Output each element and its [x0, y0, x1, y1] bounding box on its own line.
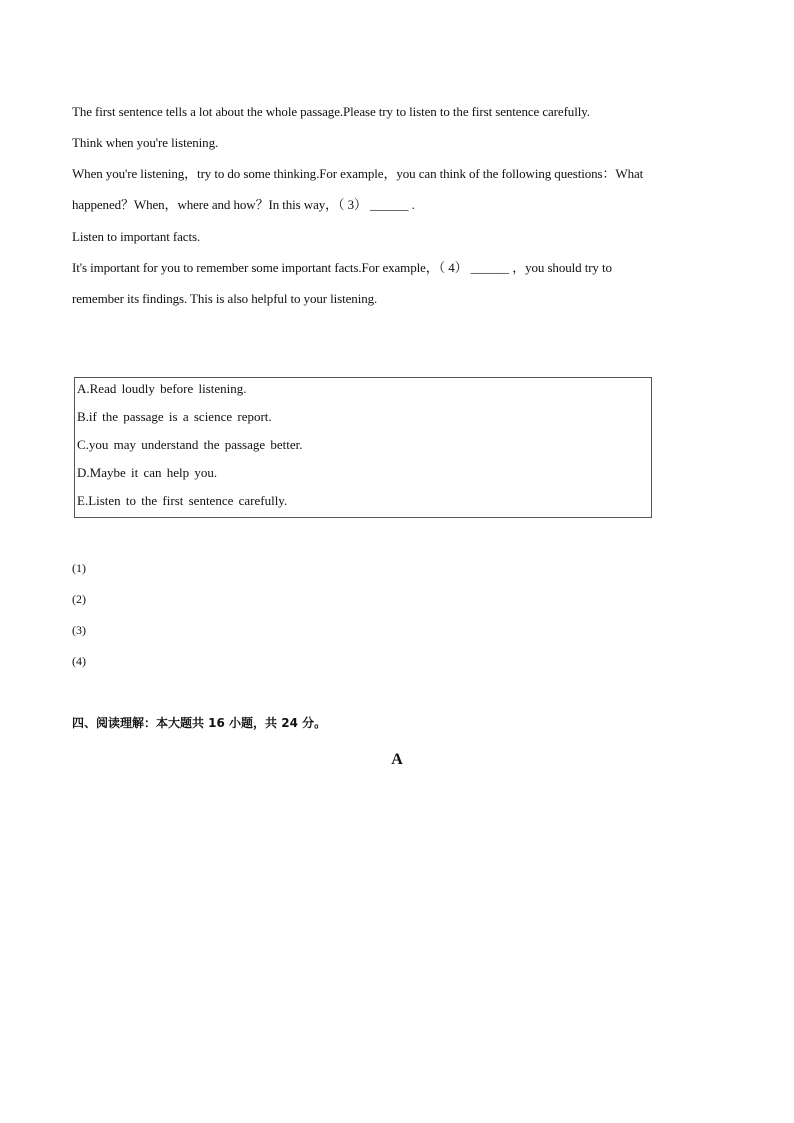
option-b: B.if the passage is a science report.: [77, 409, 272, 424]
passage-line-5: Listen to important facts.: [72, 229, 201, 244]
options-box: [74, 377, 652, 518]
passage-line-1: The first sentence tells a lot about the whole passage.Please try to listen to the first sentence carefully.: [72, 104, 590, 119]
passage-line-7: remember its findings. This is also helpful to your listening.: [72, 291, 378, 306]
section-heading: 四、阅读理解：本大题共 16 小题，共 24 分。: [72, 716, 327, 730]
passage-line-4: happened？When，where and how？In this way，（ 3） ______ .: [72, 197, 415, 212]
option-a: A.Read loudly before listening.: [77, 381, 247, 396]
option-d: D.Maybe it can help you.: [77, 465, 218, 480]
answer-number-4: (4): [72, 654, 86, 668]
answer-number-1: (1): [72, 561, 86, 575]
passage-line-2: Think when you're listening.: [72, 135, 219, 150]
option-c: C.you may understand the passage better.: [77, 437, 303, 452]
option-e: E.Listen to the first sentence carefully.: [77, 493, 288, 508]
answer-number-3: (3): [72, 623, 86, 637]
passage-label: A: [391, 751, 403, 768]
passage-line-3: When you're listening，try to do some thinking.For example，you can think of the following questions：What: [72, 166, 644, 181]
answer-number-2: (2): [72, 592, 86, 606]
passage-line-6: It's important for you to remember some important facts.For example，（ 4） ______ ，you should try to: [72, 260, 612, 275]
